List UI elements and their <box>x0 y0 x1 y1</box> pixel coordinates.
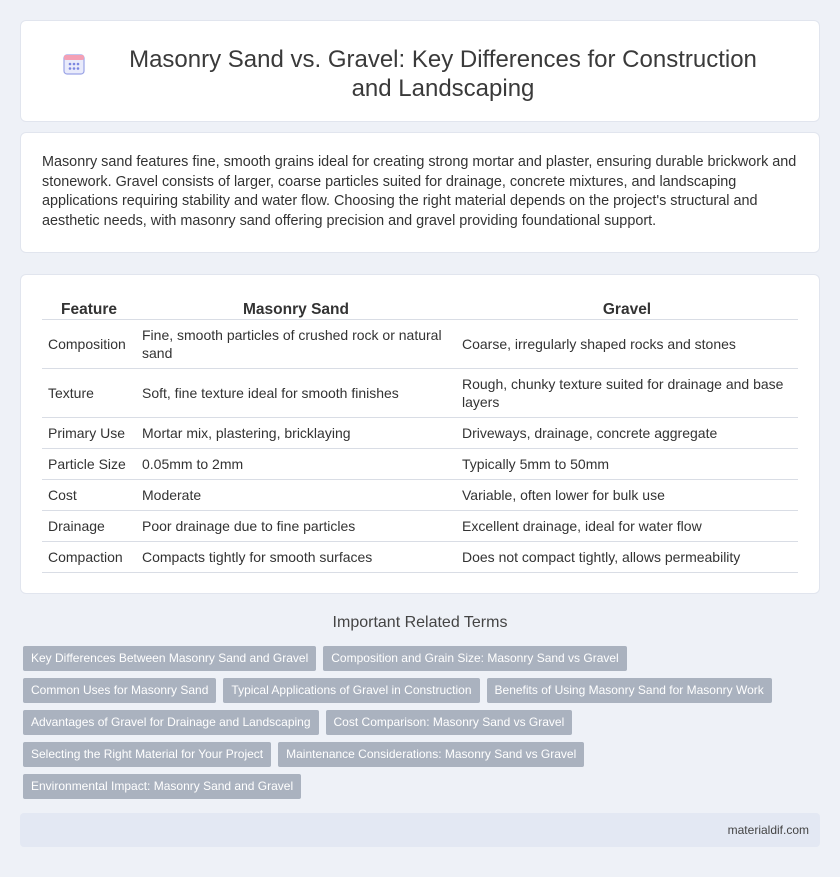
comparison-card <box>20 274 820 594</box>
row-feature: Particle Size <box>42 448 136 479</box>
intro-card <box>20 132 820 253</box>
row-masonry-sand: Poor drainage due to fine particles <box>136 510 456 541</box>
table-row <box>42 368 798 417</box>
row-masonry-sand: 0.05mm to 2mm <box>136 448 456 479</box>
related-tag[interactable]: Selecting the Right Material for Your Project <box>23 742 271 767</box>
row-gravel: Rough, chunky texture suited for drainage and base layers <box>456 368 798 417</box>
related-terms-heading: Important Related Terms <box>332 614 508 631</box>
related-tag[interactable]: Environmental Impact: Masonry Sand and Gravel <box>23 774 301 799</box>
related-tag[interactable]: Maintenance Considerations: Masonry Sand vs Gravel <box>278 742 584 767</box>
table-header-row <box>42 295 798 319</box>
row-masonry-sand: Fine, smooth particles of crushed rock or natural sand <box>136 319 456 368</box>
header-card <box>20 20 820 122</box>
title-wrap <box>21 21 819 103</box>
row-feature: Composition <box>42 319 136 368</box>
table-row <box>42 319 798 368</box>
page-title: Masonry Sand vs. Gravel: Key Differences for Construction and Landscaping <box>129 46 757 102</box>
row-gravel: Variable, often lower for bulk use <box>456 479 798 510</box>
calendar-grid-icon <box>61 51 87 77</box>
row-feature: Drainage <box>42 510 136 541</box>
related-tag[interactable]: Common Uses for Masonry Sand <box>23 678 216 703</box>
related-tag[interactable]: Advantages of Gravel for Drainage and Landscaping <box>23 710 319 735</box>
table-row <box>42 479 798 510</box>
related-tag[interactable]: Cost Comparison: Masonry Sand vs Gravel <box>326 710 573 735</box>
related-tag[interactable]: Key Differences Between Masonry Sand and Gravel <box>23 646 316 671</box>
intro-paragraph: Masonry sand features fine, smooth grains ideal for creating strong mortar and plaster, ensuring durable brickwork and stonework. Gravel consists of larger, coarse particles suited for drainage, concrete mixtures, and landscaping applications requiring stability and water flow. Choosing the right material depends on the project's structural and aesthetic needs, with masonry sand offering precision and gravel providing foundational support. <box>42 154 797 229</box>
row-feature: Compaction <box>42 541 136 572</box>
row-feature: Primary Use <box>42 417 136 448</box>
related-terms-tags <box>23 646 823 806</box>
row-masonry-sand: Soft, fine texture ideal for smooth finishes <box>136 368 456 417</box>
row-masonry-sand: Mortar mix, plastering, bricklaying <box>136 417 456 448</box>
row-masonry-sand: Compacts tightly for smooth surfaces <box>136 541 456 572</box>
row-gravel: Does not compact tightly, allows permeability <box>456 541 798 572</box>
related-tag[interactable]: Benefits of Using Masonry Sand for Masonry Work <box>487 678 772 703</box>
row-gravel: Driveways, drainage, concrete aggregate <box>456 417 798 448</box>
table-row <box>42 541 798 572</box>
table-row <box>42 417 798 448</box>
table-row <box>42 448 798 479</box>
footer-site-link[interactable]: materialdif.com <box>727 823 809 837</box>
row-feature: Cost <box>42 479 136 510</box>
row-gravel: Typically 5mm to 50mm <box>456 448 798 479</box>
comparison-table <box>42 295 798 573</box>
related-tag[interactable]: Typical Applications of Gravel in Construction <box>223 678 479 703</box>
header-gravel: Gravel <box>456 295 798 319</box>
row-gravel: Coarse, irregularly shaped rocks and stones <box>456 319 798 368</box>
related-tag[interactable]: Composition and Grain Size: Masonry Sand vs Gravel <box>323 646 626 671</box>
header-feature: Feature <box>42 295 136 319</box>
table-row <box>42 510 798 541</box>
row-feature: Texture <box>42 368 136 417</box>
header-masonry-sand: Masonry Sand <box>136 295 456 319</box>
row-masonry-sand: Moderate <box>136 479 456 510</box>
footer <box>20 813 820 847</box>
row-gravel: Excellent drainage, ideal for water flow <box>456 510 798 541</box>
